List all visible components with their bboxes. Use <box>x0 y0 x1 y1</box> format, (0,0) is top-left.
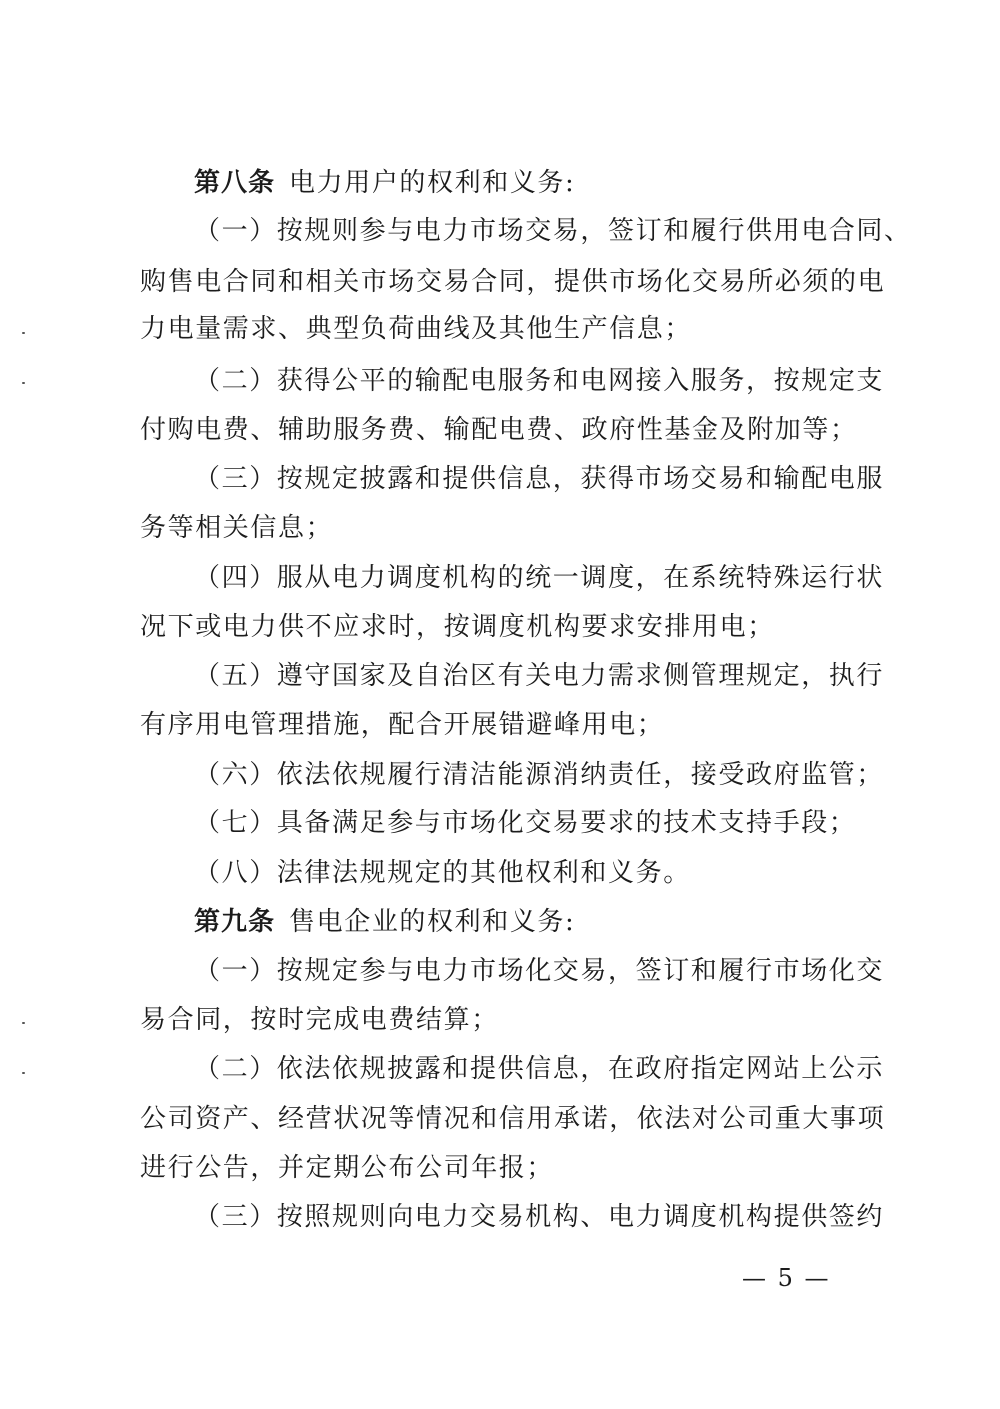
article-8-title: 电力用户的权利和义务: <box>289 168 576 198</box>
paragraph-line: （三）按照规则向电力交易机构、电力调度机构提供签约 <box>194 1202 885 1232</box>
paragraph-line: 力电量需求、典型负荷曲线及其他生产信息； <box>140 314 693 344</box>
margin-mark <box>22 1022 25 1024</box>
paragraph-line: （五）遵守国家及自治区有关电力需求侧管理规定，执行 <box>194 661 885 691</box>
paragraph-line: 况下或电力供不应求时，按调度机构要求安排用电； <box>140 612 775 642</box>
paragraph-line: （一）按规则参与电力市场交易，签订和履行供用电合同、 <box>194 216 912 246</box>
paragraph-line: （二）获得公平的输配电服务和电网接入服务，按规定支 <box>194 366 885 396</box>
paragraph-line: 付购电费、辅助服务费、输配电费、政府性基金及附加等； <box>140 415 858 445</box>
article-8-heading-line <box>194 167 575 199</box>
paragraph-line: 购售电合同和相关市场交易合同，提供市场化交易所必须的电 <box>140 267 886 297</box>
article-9-title: 售电企业的权利和义务: <box>289 907 576 937</box>
paragraph-line: 公司资产、经营状况等情况和信用承诺，依法对公司重大事项 <box>140 1104 886 1134</box>
article-9-heading-line <box>194 906 575 938</box>
paragraph-line: 有序用电管理措施，配合开展错避峰用电； <box>140 710 665 740</box>
paragraph-line: （二）依法依规披露和提供信息，在政府指定网站上公示 <box>194 1054 885 1084</box>
article-9-heading: 第九条 <box>194 907 276 937</box>
paragraph-line: （三）按规定披露和提供信息，获得市场交易和输配电服 <box>194 464 885 494</box>
paragraph-line: （四）服从电力调度机构的统一调度，在系统特殊运行状 <box>194 563 885 593</box>
page-number: — 5 — <box>742 1264 831 1292</box>
margin-mark <box>22 332 25 334</box>
paragraph-line: 务等相关信息； <box>140 513 334 543</box>
paragraph-line: （一）按规定参与电力市场化交易，签订和履行市场化交 <box>194 956 885 986</box>
paragraph-line: 进行公告，并定期公布公司年报； <box>140 1153 555 1183</box>
margin-mark <box>22 1072 25 1074</box>
paragraph-line: （六）依法依规履行清洁能源消纳责任，接受政府监管； <box>194 760 885 790</box>
article-8-heading: 第八条 <box>194 168 276 198</box>
margin-mark <box>22 382 25 384</box>
paragraph-line: （八）法律法规规定的其他权利和义务。 <box>194 858 691 888</box>
paragraph-line: （七）具备满足参与市场化交易要求的技术支持手段； <box>194 808 857 838</box>
paragraph-line: 易合同，按时完成电费结算； <box>140 1005 499 1035</box>
